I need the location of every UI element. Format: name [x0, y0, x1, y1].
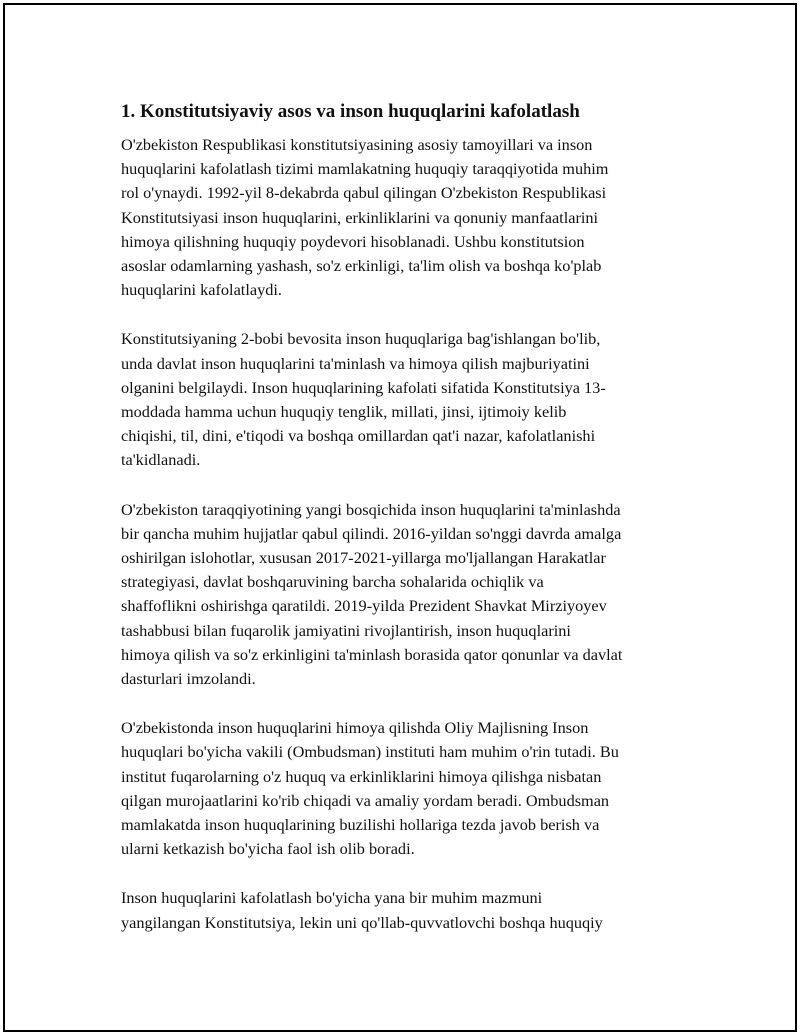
paragraph-ombudsman: O'zbekistonda inson huquqlarini himoya qilishda Oliy Majlisning Inson huquqlari bo'yicha vakili (Ombudsman) instituti ham muhim o'rin tutadi. Bu institut fuqarolarning o'z huquq va erkinliklarini himoya qilishga nisbatan qilgan murojaatlarini ko'rib chiqadi va amaliy yordam beradi. Ombudsman mamlakatda inson huquqlarining buzilishi hollariga tezda javob berish va ularni ketkazish bo'yicha faol ish olib boradi.	[121, 718, 619, 859]
paragraph-guarantees-continued: Inson huquqlarini kafolatlash bo'yicha yana bir muhim mazmuni yangilangan Konstitutsiya, lekin uni qo'llab-quvvatlovchi boshqa huquqiy	[121, 888, 603, 932]
paragraph-chapter-two: Konstitutsiyaning 2-bobi bevosita inson huquqlariga bag'ishlangan bo'lib, unda davlat inson huquqlarini ta'minlash va himoya qilish majburiyatini olganini belgilaydi. Inson huquqlarining kafolati sifatida Konstitutsiya 13- moddada hamma uchun huquqiy tenglik, millati, jinsi, ijtimoiy kelib chiqishi, til, dini, e'tiqodi va boshqa omillardan qat'i nazar, kafolatlanishi ta'kidlanadi.	[121, 329, 606, 470]
page-border	[3, 3, 797, 1032]
document-body	[121, 99, 703, 960]
paragraph-new-stage-reforms: O'zbekiston taraqqiyotining yangi bosqichida inson huquqlarini ta'minlashda bir qancha muhim hujjatlar qabul qilindi. 2016-yildan so'nggi davrda amalga oshirilgan islohotlar, xususan 2017-2021-yillarga mo'ljallangan Harakatlar strategiyasi, davlat boshqaruvining barcha sohalarida ochiqlik va shaffoflikni oshirishga qaratildi. 2019-yilda Prezident Shavkat Mirziyoyev tashabbusi bilan fuqarolik jamiyatini rivojlantirish, inson huquqlarini himoya qilish va so'z erkinligini ta'minlash borasida qator qonunlar va davlat dasturlari imzolandi.	[121, 499, 623, 689]
paragraph-constitutional-basis: O'zbekiston Respublikasi konstitutsiyasining asosiy tamoyillari va inson huquqlarini kafolatlash tizimi mamlakatning huquqiy taraqqiyotida muhim rol o'ynaydi. 1992-yil 8-dekabrda qabul qilingan O'zbekiston Respublikasi Konstitutsiyasi inson huquqlarini, erkinliklarini va qonuniy manfaatlarini himoya qilishning huquqiy poydevori hisoblanadi. Ushbu konstitutsion asoslar odamlarning yashash, so'z erkinligi, ta'lim olish va boshqa ko'plab huquqlarini kafolatlaydi.	[121, 135, 609, 300]
section-heading: 1. Konstitutsiyaviy asos va inson huquqlarini kafolatlash	[121, 101, 580, 122]
